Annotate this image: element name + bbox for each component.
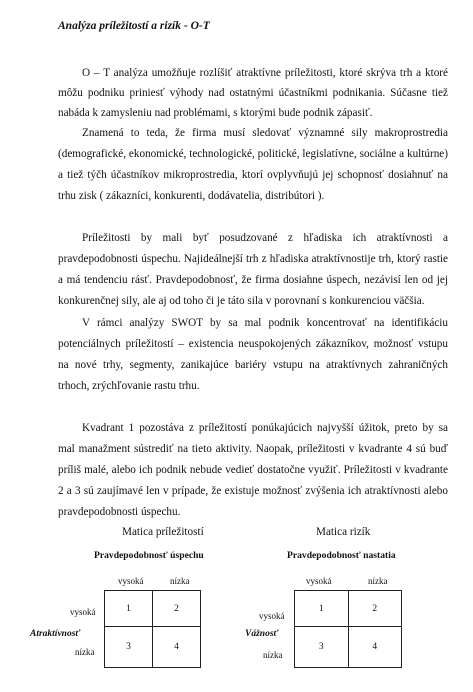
risk-matrix-grid <box>294 590 402 668</box>
paragraph-5-line-4: 2 a 3 sú zaujímavé len v prípade, že existuje možnosť zvýšenia ich atraktívnosti alebo <box>58 485 448 497</box>
paragraph-5-line-3: príliš malé, alebo ich podnik nebude vedieť dostatočne využiť. Príležitosti v kvadrante <box>58 464 448 476</box>
opportunity-matrix-subtitle: Pravdepodobnosť úspechu <box>94 550 204 561</box>
paragraph-4-line-3: na nové trhy, segmenty, zanikajúce bariéry vstupu na atraktívnych zahraničných <box>58 359 448 371</box>
paragraph-5-line-2: mal manažment sústrediť na tieto aktivity. Naopak, príležitosti v kvadrante 4 sú buď <box>58 443 448 455</box>
paragraph-3-line-1: Príležitosti by mali byť posudzované z hľadiska ich atraktívnosti a <box>82 232 448 244</box>
opportunity-matrix-title: Matica príležitostí <box>122 526 204 538</box>
matrix-cell: 3 <box>295 627 349 668</box>
opportunity-col-label-low: nízka <box>170 576 190 586</box>
paragraph-2-line-3: a tiež týčh účastníkov mikroprostredia, ktorí ovplyvňujú jej schopnosť dosiahnuť na <box>58 169 448 181</box>
risk-row-label-low: nízka <box>263 650 283 660</box>
matrix-cell: 4 <box>348 627 402 668</box>
paragraph-2-line-1: Znamená to teda, že firma musí sledovať významné sily makroprostredia <box>82 127 448 139</box>
opportunity-col-label-high: vysoká <box>118 576 144 586</box>
risk-row-label-high: vysoká <box>259 611 285 621</box>
risk-matrix-title: Matica rizík <box>316 526 371 538</box>
paragraph-4-line-4: trhoch, zrýchľovanie rastu trhu. <box>58 380 200 392</box>
paragraph-3-line-2: pravdepodobnosti úspechu. Najideálnejší trh z hľadiska atraktívnostije trh, ktorý rastie <box>58 253 448 265</box>
paragraph-1-line-3: nabáda k zamysleniu nad problémami, s ktorými bude podnik zápasiť. <box>58 107 373 119</box>
opportunity-row-label-high: vysoká <box>70 607 96 617</box>
paragraph-1-line-1: O – T analýza umožňuje rozlíšiť atraktívne príležitosti, ktoré skrýva trh a ktoré <box>82 67 448 79</box>
paragraph-4-line-2: potenciálnych príležitostí – existencia neuspokojených zákazníkov, možnosť vstupu <box>58 338 448 350</box>
matrix-cell: 2 <box>153 591 201 627</box>
risk-matrix-subtitle: Pravdepodobnosť nastatia <box>287 550 396 561</box>
opportunity-matrix-grid <box>104 590 201 668</box>
risk-col-label-low: nízka <box>368 576 388 586</box>
paragraph-5-line-5: pravdepodobnosti úspechu. <box>58 506 181 518</box>
paragraph-3-line-3: a má tendenciu rásť. Pravdepodobnosť, že firma dosiahne úspech, nezávisí len od jej <box>58 274 448 286</box>
matrix-cell: 3 <box>105 627 153 668</box>
page-title: Analýza príležitostí a rizík - O-T <box>58 20 210 32</box>
matrix-cell: 2 <box>348 591 402 627</box>
risk-row-axis-label: Vážnosť <box>245 629 279 639</box>
paragraph-2-line-2: (demografické, ekonomické, technologické, politické, legislatívne, sociálne a kultúrne) <box>58 148 448 160</box>
matrix-cell: 1 <box>295 591 349 627</box>
paragraph-4-line-1: V rámci analýzy SWOT by sa mal podnik koncentrovať na identifikáciu <box>82 317 448 329</box>
matrix-cell: 4 <box>153 627 201 668</box>
opportunity-row-axis-label: Atraktívnosť <box>30 629 81 639</box>
paragraph-5-line-1: Kvadrant 1 pozostáva z príležitostí ponúkajúcich najvyšší úžitok, preto by sa <box>82 422 448 434</box>
matrix-cell: 1 <box>105 591 153 627</box>
paragraph-1-line-2: môžu podniku priniesť výhody nad ostatnými účastníkmi podnikania. Súčasne tiež <box>58 87 448 99</box>
paragraph-2-line-4: trhu zisk ( zákazníci, konkurenti, dodávatelia, distribútori ). <box>58 190 325 202</box>
opportunity-row-label-low: nízka <box>75 647 95 657</box>
risk-col-label-high: vysoká <box>306 576 332 586</box>
paragraph-3-line-4: konkurenčnej sily, ale aj od toho či je táto sila v porovnaní s konkurenciou väčšia. <box>58 295 425 307</box>
